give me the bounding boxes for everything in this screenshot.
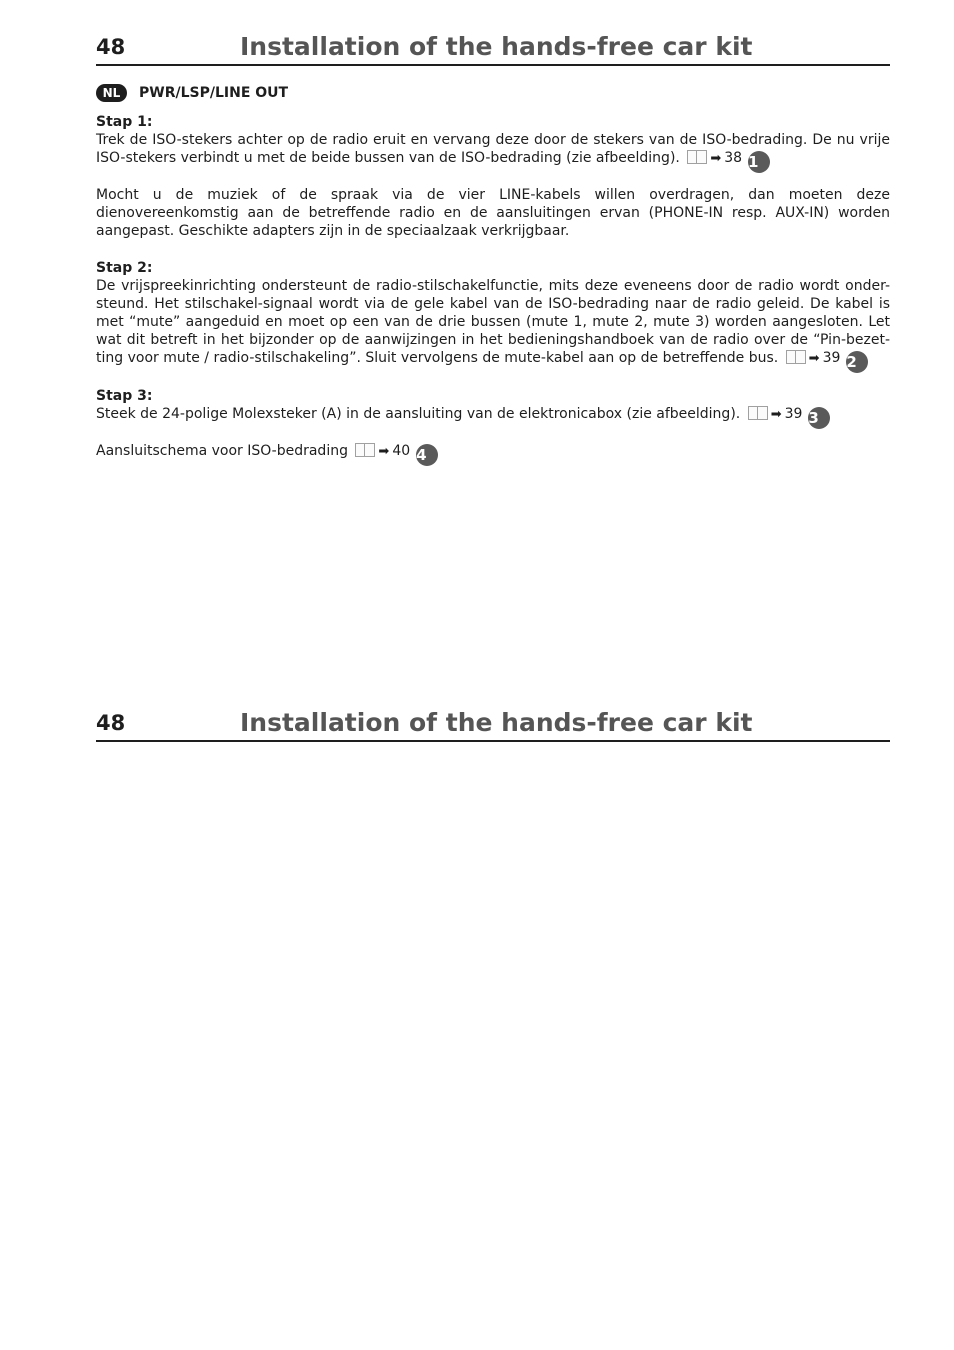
page-reference: 39 [784, 406, 803, 422]
page-title: Installation of the hands-free car kit [240, 32, 753, 61]
note-text: Mocht u de muziek of de spraak via de vier LINE-kabels willen overdragen, dan moeten deze dienovereenkomstig aan de betreffende radio en de aansluitingen ervan (PHONE-IN resp. AUX-IN) worden aangepast. Geschikte adapters zijn in de speciaalzaak verkrijgbaar. [96, 187, 890, 239]
step-label: Stap 1: [96, 114, 153, 130]
figure-number-badge: 2 [846, 351, 868, 373]
arrow-right-icon: ➡ [808, 351, 820, 366]
step-1 [96, 113, 890, 173]
step-2 [96, 259, 890, 373]
figure-number-badge: 1 [748, 151, 770, 173]
section-title: PWR/LSP/LINE OUT [139, 85, 289, 101]
figure-number-badge: 3 [808, 407, 830, 429]
step-text: De vrijspreekinrichting ondersteunt de radio-stilschakelfunctie, mits deze eveneens door de radio wordt onder-steund. Het stilschakel-signaal wordt via de gele kabel van de ISO-bedrading naar de radio geleid. De kabel is met “mute” aangeduid en moet op een van de drie bussen (mute 1, mute 2, mute 3) worden aangesloten. Let wat dit betreft in het bijzonder op de aanwijzingen in het bedieningshandboek van de radio over de “Pin-bezet-ting voor mute / radio-stilschakeling”. Sluit vervolgens de mute-kabel aan op de betreffende bus. ➡ 39 2 [96, 278, 890, 371]
page-reference: 40 [392, 443, 411, 459]
diagram-text: Aansluitschema voor ISO-bedrading ➡ 40 4 [96, 442, 890, 466]
page-title: Installation of the hands-free car kit [240, 708, 753, 737]
book-icon [786, 350, 806, 363]
language-badge: NL [96, 84, 127, 102]
page-number: 48 [96, 35, 126, 59]
step-text: Trek de ISO-stekers achter op de radio eruit en vervang deze door de stekers van de ISO-bedrading. De nu vrije ISO-stekers verbindt u met de beide bussen van de ISO-bedrading (zie afbeelding). ➡ 38 1 [96, 132, 890, 171]
line-cables-note [96, 186, 890, 240]
step-3 [96, 387, 890, 429]
wiring-diagram-reference [96, 442, 890, 466]
figure-number-badge: 4 [416, 444, 438, 466]
page-reference: 39 [822, 350, 841, 366]
step-label: Stap 2: [96, 260, 153, 276]
book-icon [355, 443, 375, 456]
book-icon [687, 150, 707, 163]
page-header-repeat [96, 676, 890, 742]
arrow-right-icon: ➡ [770, 407, 782, 422]
step-label: Stap 3: [96, 388, 153, 404]
book-icon [748, 406, 768, 419]
section-heading [96, 83, 288, 103]
arrow-right-icon: ➡ [378, 444, 390, 459]
page-header [96, 0, 890, 66]
arrow-right-icon: ➡ [710, 151, 722, 166]
page-reference: 38 [724, 150, 743, 166]
page-number: 48 [96, 711, 126, 735]
step-text: Steek de 24-polige Molexsteker (A) in de aansluiting van de elektronicabox (zie afbeelding). ➡ 39 3 [96, 405, 890, 429]
